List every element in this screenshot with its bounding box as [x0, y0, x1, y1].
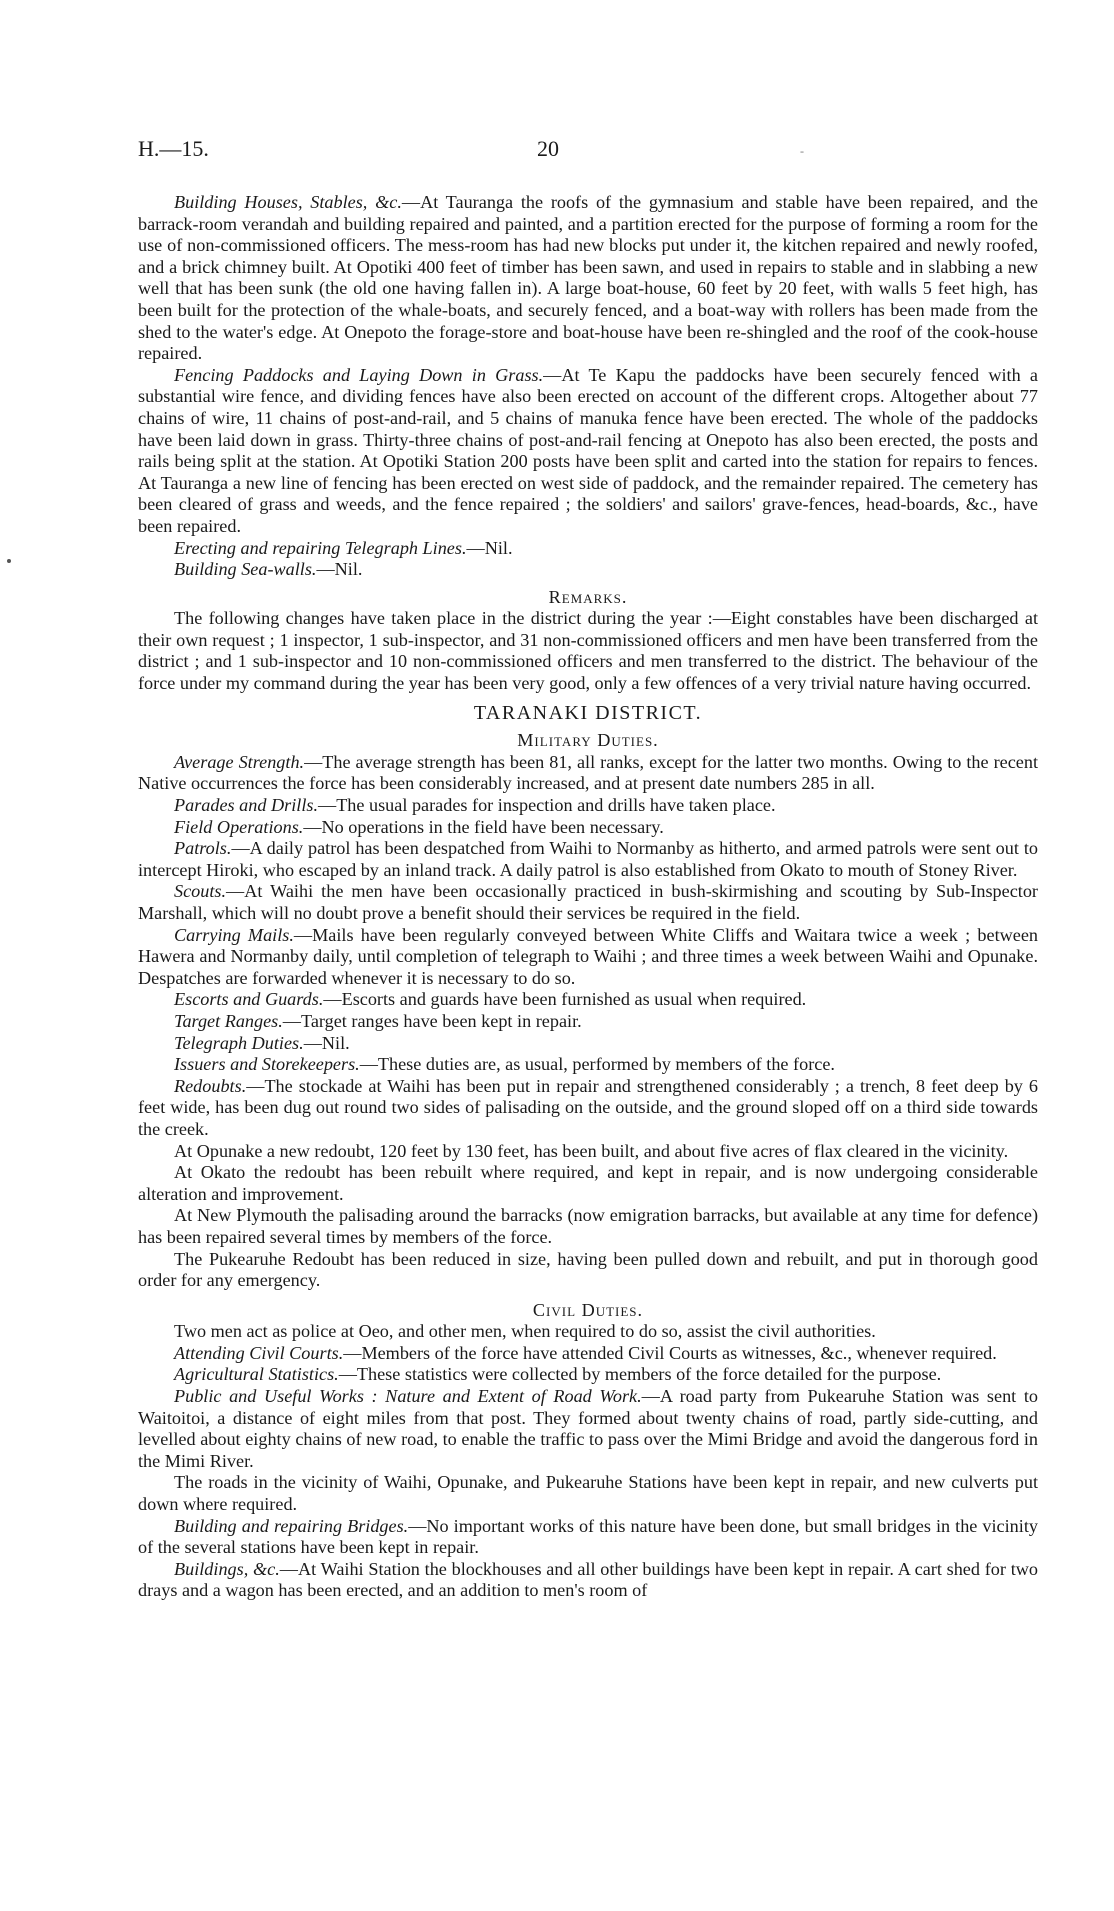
military-paragraph	[138, 795, 1038, 817]
paragraph-roads: The roads in the vicinity of Waihi, Opunake, and Pukearuhe Stations have been kept in repair, and new culverts put down where required.	[138, 1472, 1038, 1515]
paragraph-lead: Target Ranges.	[174, 1010, 283, 1031]
document-reference: H.—15.	[138, 136, 209, 161]
paragraph-text: —Nil.	[466, 537, 513, 558]
paragraph-text: —The stockade at Waihi has been put in repair and strengthened considerably ; a trench, 8 feet deep by 6 feet wide, has been dug out round two sides of palisading on the outside, and the ground sloped off on a third side towards the creek.	[138, 1075, 1038, 1139]
paragraph-text: —No important works of this nature have been done, but small bridges in the vicinity of the several stations have been kept in repair.	[138, 1515, 1038, 1558]
redoubt-paragraph: At Opunake a new redoubt, 120 feet by 130 feet, has been built, and about five acres of flax cleared in the vicinity.	[174, 1140, 1009, 1161]
paragraph-text: —Target ranges have been kept in repair.	[282, 1010, 582, 1031]
paragraph-text: —A daily patrol has been despatched from Waihi to Normanby as hitherto, and armed patrols were sent out to intercept Hiroki, who escaped by an inland track. A daily patrol is also established from Okato to mouth of Stoney River.	[138, 838, 1038, 880]
civil-paragraph	[138, 1386, 1038, 1472]
district-title: TARANAKI DISTRICT.	[473, 701, 703, 724]
military-paragraph	[138, 881, 1038, 924]
paragraph-lead: Agricultural Statistics.	[174, 1364, 339, 1385]
military-paragraph	[138, 1033, 1038, 1055]
military-paragraph	[138, 1011, 1038, 1033]
remarks-heading: Remarks.	[548, 586, 628, 607]
page-number: 20	[537, 136, 559, 161]
paragraph-lead: Parades and Drills.	[174, 795, 318, 816]
paragraph-remarks: The following changes have taken place in the district during the year :—Eight constables have been discharged at their own request ; 1 inspector, 1 sub-inspector, and 31 non-commissioned officers and men have been transferred from the district ; and 1 sub-inspector and 10 non-commissioned officers and men transferred to the district. The behaviour of the force under my command during the year has been very good, only a few offences of a very trivial nature having occurred.	[138, 608, 1038, 694]
paragraph-lead: Building Houses, Stables, &c.	[174, 192, 402, 212]
paragraph-text: —These statistics were collected by members of the force detailed for the purpose.	[338, 1364, 942, 1385]
paragraph-fencing	[138, 365, 1038, 538]
paragraph-lead: Attending Civil Courts.	[174, 1342, 344, 1363]
paragraph-lead: Building Sea-walls.	[174, 559, 317, 580]
military-paragraph	[138, 838, 1038, 881]
paragraph-lead: Erecting and repairing Telegraph Lines.	[174, 537, 467, 558]
paragraph-lead: Patrols.	[174, 838, 232, 859]
redoubt-paragraph: At Okato the redoubt has been rebuilt where required, and kept in repair, and is now undergoing considerable alteration and improvement.	[138, 1162, 1038, 1204]
military-duties-list	[138, 752, 1038, 1141]
redoubt-paragraphs	[138, 1141, 1038, 1292]
paragraph-building-houses	[138, 192, 1038, 365]
civil-paragraph	[138, 1343, 1038, 1365]
stray-mark: -	[800, 144, 804, 158]
paragraph-text: —Mails have been regularly conveyed between White Cliffs and Waitara twice a week ; between Hawera and Normanby daily, until completion of telegraph to Waihi ; and three times a week between Waihi and Opunake. Despatches are forwarded whenever it is necessary to do so.	[138, 924, 1038, 988]
civil-duties-heading: Civil Duties.	[532, 1299, 644, 1320]
paragraph-sea-walls	[138, 559, 1038, 581]
redoubt-paragraph: The Pukearuhe Redoubt has been reduced in size, having been pulled down and rebuilt, and put in thorough good order for any emergency.	[138, 1248, 1038, 1291]
military-paragraph	[138, 817, 1038, 839]
paragraph-lead: Fencing Paddocks and Laying Down in Grass.	[174, 364, 544, 385]
paragraph-text: —The usual parades for inspection and drills have taken place.	[318, 795, 776, 816]
paragraph-text: —No operations in the field have been necessary.	[303, 816, 664, 837]
paragraph-text: —Members of the force have attended Civil Courts as witnesses, &c., whenever required.	[343, 1342, 997, 1363]
paragraph-lead: Redoubts.	[174, 1075, 247, 1096]
military-duties-heading: Military Duties.	[517, 730, 659, 751]
page-header	[138, 136, 1038, 176]
paragraph-text: —Nil.	[303, 1032, 350, 1053]
paragraph-text: —Nil.	[316, 559, 363, 580]
paragraph-bridges	[138, 1516, 1038, 1559]
paragraph-text: —These duties are, as usual, performed by members of the force.	[359, 1054, 835, 1075]
military-paragraph	[138, 1076, 1038, 1141]
paragraph-lead: Issuers and Storekeepers.	[174, 1054, 360, 1075]
paragraph-text: —The average strength has been 81, all ranks, except for the latter two months. Owing to the recent Native occurrences the force has been considerably increased, and at present date numbers 285 in all.	[138, 751, 1039, 794]
military-paragraph	[138, 989, 1038, 1011]
paragraph-lead: Carrying Mails.	[174, 924, 294, 945]
military-paragraph	[138, 1054, 1038, 1076]
paragraph-lead: Telegraph Duties.	[174, 1032, 304, 1053]
civil-duties-list	[138, 1343, 1038, 1473]
paragraph-text: —At Tauranga the roofs of the gymnasium and stable have been repaired, and the barrack-room verandah and building repaired and painted, and a partition erected for the purpose of forming a room for the use of non-commissioned officers. The mess-room has had new blocks put under it, the kitchen repaired and newly roofed, and a brick chimney built. At Opotiki 400 feet of timber has been sawn, and used in repairs to stable and in slabbing a new well that has been sunk (the old one having fallen in). A large boat-house, 60 feet by 20 feet, with walls 5 feet high, has been built for the protection of the whale-boats, and securely fenced, and a boat-way with rollers has been made from the shed to the water's edge. At Onepoto the forage-store and boat-house have been re-shingled and the roof of the cook-house repaired.	[138, 192, 1038, 364]
military-paragraph	[138, 752, 1038, 795]
paragraph-text: —At Te Kapu the paddocks have been securely fenced with a substantial wire fence, and dividing fences have also been erected on account of the different crops. Altogether about 77 chains of wire, 11 chains of post-and-rail, and 5 chains of manuka fence have been erected. The whole of the paddocks have been laid down in grass. Thirty-three chains of post-and-rail fencing at Onepoto has also been erected, the posts and rails being split at the station. At Opotiki Station 200 posts have been split and carted into the station for repairs to fences. At Tauranga a new line of fencing has been erected on west side of paddock, and the remainder repaired. The cemetery has been cleared of grass and weeds, and the fence repaired ; the soldiers' and sailors' grave-fences, head-boards, &c., have been repaired.	[138, 364, 1038, 536]
paragraph-text: —A road party from Pukearuhe Station was sent to Waitoitoi, a distance of eight miles from that post. They formed about twenty chains of road, partly side-cutting, and levelled about eighty chains of new road, to enable the traffic to pass over the Mimi Bridge and avoid the dangerous ford in the Mimi River.	[138, 1386, 1038, 1471]
paragraph-lead: Average Strength.	[174, 751, 305, 772]
military-paragraph	[138, 925, 1038, 990]
civil-paragraph	[138, 1364, 1038, 1386]
paragraph-telegraph-lines	[138, 538, 1038, 560]
paragraph-buildings	[138, 1559, 1038, 1602]
paragraph-text: —At Waihi Station the blockhouses and all other buildings have been kept in repair. A cart shed for two drays and a wagon has been erected, and an addition to men's room of	[138, 1558, 1038, 1601]
paragraph-text: —Escorts and guards have been furnished as usual when required.	[323, 989, 807, 1010]
paragraph-lead: Building and repairing Bridges.	[174, 1515, 409, 1536]
paragraph-text: —At Waihi the men have been occasionally practiced in bush-skirmishing and scouting by Sub-Inspector Marshall, which will no doubt prove a benefit should their services be required in the field.	[138, 881, 1038, 923]
civil-intro: Two men act as police at Oeo, and other men, when required to do so, assist the civil authorities.	[174, 1321, 876, 1342]
paragraph-lead: Scouts.	[174, 881, 227, 902]
body-text	[138, 192, 1038, 1602]
margin-speck	[7, 559, 11, 563]
paragraph-lead: Public and Useful Works : Nature and Extent of Road Work.	[174, 1386, 642, 1407]
redoubt-paragraph: At New Plymouth the palisading around the barracks (now emigration barracks, but available at any time for defence) has been repaired several times by members of the force.	[138, 1205, 1038, 1247]
paragraph-lead: Field Operations.	[174, 816, 304, 837]
paragraph-lead: Escorts and Guards.	[174, 989, 324, 1010]
paragraph-lead: Buildings, &c.	[174, 1558, 280, 1579]
